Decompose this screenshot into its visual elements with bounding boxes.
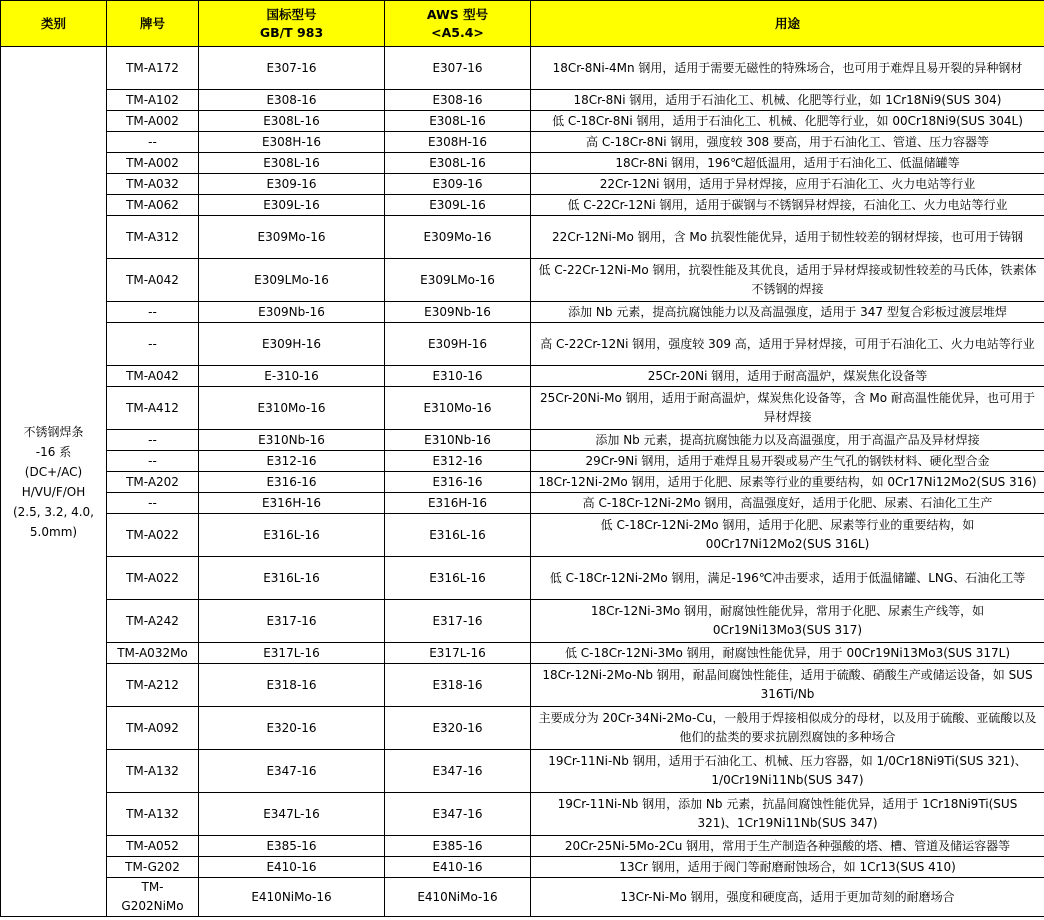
table-row <box>1 750 1044 793</box>
brand-cell: TM-A042 <box>107 366 199 387</box>
brand-cell: TM-A202 <box>107 472 199 493</box>
gb-model-cell: E318-16 <box>199 664 385 707</box>
aws-model-cell: E385-16 <box>385 836 531 857</box>
brand-cell: TM-A312 <box>107 216 199 259</box>
aws-model-cell: E316H-16 <box>385 493 531 514</box>
brand-cell: TM-A102 <box>107 90 199 111</box>
gb-model-cell: E307-16 <box>199 47 385 90</box>
usage-cell: 添加 Nb 元素，提高抗腐蚀能力以及高温强度，适用于 347 型复合彩板过渡层堆焊 <box>531 302 1044 323</box>
brand-cell: TM-A212 <box>107 664 199 707</box>
gb-model-cell: E410-16 <box>199 857 385 878</box>
brand-cell: TM-G202NiMo <box>107 878 199 917</box>
gb-model-cell: E309Nb-16 <box>199 302 385 323</box>
table-row <box>1 878 1044 917</box>
brand-cell: TM-A412 <box>107 387 199 430</box>
usage-cell: 22Cr-12Ni-Mo 钢用，含 Mo 抗裂性能优异，适用于韧性较差的钢材焊接，也可用于铸钢 <box>531 216 1044 259</box>
brand-cell: -- <box>107 132 199 153</box>
usage-cell: 低 C-18Cr-8Ni 钢用，适用于石油化工、机械、化肥等行业，如 00Cr18Ni9(SUS 304L) <box>531 111 1044 132</box>
aws-model-cell: E308H-16 <box>385 132 531 153</box>
brand-cell: TM-A022 <box>107 557 199 600</box>
brand-cell: TM-A132 <box>107 793 199 836</box>
table-row <box>1 153 1044 174</box>
table-row <box>1 600 1044 643</box>
gb-model-cell: E317L-16 <box>199 643 385 664</box>
gb-model-cell: E317-16 <box>199 600 385 643</box>
usage-cell: 高 C-18Cr-8Ni 钢用，强度较 308 要高，用于石油化工、管道、压力容器等 <box>531 132 1044 153</box>
brand-cell: TM-A022 <box>107 514 199 557</box>
gb-model-cell: E316L-16 <box>199 514 385 557</box>
usage-cell: 20Cr-25Ni-5Mo-2Cu 钢用，常用于生产制造各种强酸的塔、槽、管道及储运容器等 <box>531 836 1044 857</box>
aws-model-cell: E320-16 <box>385 707 531 750</box>
header-gb-model: 国标型号 GB/T 983 <box>199 1 385 47</box>
gb-model-cell: E410NiMo-16 <box>199 878 385 917</box>
usage-cell: 低 C-18Cr-12Ni-2Mo 钢用，适用于化肥、尿素等行业的重要结构，如 00Cr17Ni12Mo2(SUS 316L) <box>531 514 1044 557</box>
aws-model-cell: E307-16 <box>385 47 531 90</box>
brand-cell: TM-A002 <box>107 111 199 132</box>
aws-model-cell: E310-16 <box>385 366 531 387</box>
gb-model-cell: E309L-16 <box>199 195 385 216</box>
usage-cell: 25Cr-20Ni-Mo 钢用，适用于耐高温炉，煤炭焦化设备等，含 Mo 耐高温性能优异，也可用于异材焊接 <box>531 387 1044 430</box>
table-row <box>1 472 1044 493</box>
gb-model-cell: E309Mo-16 <box>199 216 385 259</box>
gb-model-cell: E308-16 <box>199 90 385 111</box>
aws-model-cell: E316L-16 <box>385 557 531 600</box>
brand-cell: TM-A172 <box>107 47 199 90</box>
brand-cell: -- <box>107 302 199 323</box>
gb-model-cell: E385-16 <box>199 836 385 857</box>
aws-model-cell: E316-16 <box>385 472 531 493</box>
gb-model-cell: E310Mo-16 <box>199 387 385 430</box>
gb-model-cell: E309H-16 <box>199 323 385 366</box>
table-row <box>1 514 1044 557</box>
aws-model-cell: E410NiMo-16 <box>385 878 531 917</box>
aws-model-cell: E317-16 <box>385 600 531 643</box>
header-category: 类别 <box>1 1 107 47</box>
brand-cell: TM-A132 <box>107 750 199 793</box>
brand-cell: TM-A032 <box>107 174 199 195</box>
usage-cell: 13Cr-Ni-Mo 钢用，强度和硬度高，适用于更加苛刻的耐磨场合 <box>531 878 1044 917</box>
table-row <box>1 557 1044 600</box>
aws-model-cell: E318-16 <box>385 664 531 707</box>
usage-cell: 18Cr-8Ni 钢用，适用于石油化工、机械、化肥等行业，如 1Cr18Ni9(SUS 304) <box>531 90 1044 111</box>
table-row <box>1 836 1044 857</box>
usage-cell: 添加 Nb 元素，提高抗腐蚀能力以及高温强度，用于高温产品及异材焊接 <box>531 430 1044 451</box>
aws-model-cell: E310Nb-16 <box>385 430 531 451</box>
aws-model-cell: E310Mo-16 <box>385 387 531 430</box>
gb-model-cell: E312-16 <box>199 451 385 472</box>
usage-cell: 19Cr-11Ni-Nb 钢用，适用于石油化工、机械、压力容器，如 1/0Cr18Ni9Ti(SUS 321)、1/0Cr19Ni11Nb(SUS 347) <box>531 750 1044 793</box>
aws-model-cell: E309L-16 <box>385 195 531 216</box>
table-row <box>1 259 1044 302</box>
aws-model-cell: E316L-16 <box>385 514 531 557</box>
aws-model-cell: E309LMo-16 <box>385 259 531 302</box>
gb-model-cell: E316L-16 <box>199 557 385 600</box>
table-row <box>1 174 1044 195</box>
brand-cell: TM-A002 <box>107 153 199 174</box>
gb-model-cell: E316H-16 <box>199 493 385 514</box>
aws-model-cell: E309H-16 <box>385 323 531 366</box>
brand-cell: TM-A242 <box>107 600 199 643</box>
table-row <box>1 643 1044 664</box>
gb-model-cell: E320-16 <box>199 707 385 750</box>
usage-cell: 低 C-18Cr-12Ni-2Mo 钢用，满足-196℃冲击要求，适用于低温储罐、LNG、石油化工等 <box>531 557 1044 600</box>
table-row <box>1 195 1044 216</box>
usage-cell: 18Cr-12Ni-2Mo 钢用，适用于化肥、尿素等行业的重要结构，如 0Cr17Ni12Mo2(SUS 316) <box>531 472 1044 493</box>
aws-model-cell: E410-16 <box>385 857 531 878</box>
usage-cell: 高 C-18Cr-12Ni-2Mo 钢用，高温强度好，适用于化肥、尿素、石油化工生产 <box>531 493 1044 514</box>
table-row <box>1 323 1044 366</box>
aws-model-cell: E317L-16 <box>385 643 531 664</box>
gb-model-cell: E347-16 <box>199 750 385 793</box>
gb-model-cell: E316-16 <box>199 472 385 493</box>
usage-cell: 低 C-18Cr-12Ni-3Mo 钢用，耐腐蚀性能优异，用于 00Cr19Ni13Mo3(SUS 317L) <box>531 643 1044 664</box>
header-brand: 牌号 <box>107 1 199 47</box>
table-row <box>1 793 1044 836</box>
gb-model-cell: E308H-16 <box>199 132 385 153</box>
gb-model-cell: E347L-16 <box>199 793 385 836</box>
table-row <box>1 430 1044 451</box>
header-row <box>1 1 1044 47</box>
brand-cell: TM-A052 <box>107 836 199 857</box>
aws-model-cell: E308L-16 <box>385 111 531 132</box>
aws-model-cell: E309Nb-16 <box>385 302 531 323</box>
aws-model-cell: E309-16 <box>385 174 531 195</box>
usage-cell: 18Cr-12Ni-2Mo-Nb 钢用，耐晶间腐蚀性能佳，适用于硫酸、硝酸生产或储运设备，如 SUS 316Ti/Nb <box>531 664 1044 707</box>
table-row <box>1 132 1044 153</box>
aws-model-cell: E347-16 <box>385 793 531 836</box>
gb-model-cell: E310Nb-16 <box>199 430 385 451</box>
aws-model-cell: E308L-16 <box>385 153 531 174</box>
brand-cell: TM-A092 <box>107 707 199 750</box>
gb-model-cell: E309-16 <box>199 174 385 195</box>
table-row <box>1 302 1044 323</box>
brand-cell: -- <box>107 430 199 451</box>
gb-model-cell: E-310-16 <box>199 366 385 387</box>
gb-model-cell: E309LMo-16 <box>199 259 385 302</box>
table-row <box>1 111 1044 132</box>
table-row <box>1 707 1044 750</box>
table-row <box>1 90 1044 111</box>
brand-cell: TM-A042 <box>107 259 199 302</box>
usage-cell: 高 C-22Cr-12Ni 钢用，强度较 309 高，适用于异材焊接，可用于石油化工、火力电站等行业 <box>531 323 1044 366</box>
usage-cell: 25Cr-20Ni 钢用，适用于耐高温炉，煤炭焦化设备等 <box>531 366 1044 387</box>
table-row <box>1 366 1044 387</box>
usage-cell: 29Cr-9Ni 钢用，适用于难焊且易开裂或易产生气孔的钢铁材料、硬化型合金 <box>531 451 1044 472</box>
table-row <box>1 216 1044 259</box>
header-usage: 用途 <box>531 1 1044 47</box>
usage-cell: 18Cr-8Ni-4Mn 钢用，适用于需要无磁性的特殊场合，也可用于难焊且易开裂的异种钢材 <box>531 47 1044 90</box>
brand-cell: -- <box>107 493 199 514</box>
gb-model-cell: E308L-16 <box>199 153 385 174</box>
table-row <box>1 664 1044 707</box>
aws-model-cell: E309Mo-16 <box>385 216 531 259</box>
table-row <box>1 47 1044 90</box>
table-row <box>1 451 1044 472</box>
brand-cell: TM-G202 <box>107 857 199 878</box>
aws-model-cell: E347-16 <box>385 750 531 793</box>
usage-cell: 13Cr 钢用，适用于阀门等耐磨耐蚀场合，如 1Cr13(SUS 410) <box>531 857 1044 878</box>
usage-cell: 主要成分为 20Cr-34Ni-2Mo-Cu，一般用于焊接相似成分的母材，以及用于硫酸、亚硫酸以及他们的盐类的要求抗剧烈腐蚀的多种场合 <box>531 707 1044 750</box>
header-aws-model: AWS 型号 <A5.4> <box>385 1 531 47</box>
category-cell: 不锈钢焊条 -16 系 (DC+/AC) H/VU/F/OH (2.5, 3.2, 4.0, 5.0mm) <box>1 47 107 917</box>
brand-cell: -- <box>107 323 199 366</box>
usage-cell: 18Cr-12Ni-3Mo 钢用，耐腐蚀性能优异，常用于化肥、尿素生产线等，如 0Cr19Ni13Mo3(SUS 317) <box>531 600 1044 643</box>
usage-cell: 低 C-22Cr-12Ni-Mo 钢用，抗裂性能及其优良，适用于异材焊接或韧性较差的马氏体，铁素体不锈钢的焊接 <box>531 259 1044 302</box>
usage-cell: 19Cr-11Ni-Nb 钢用，添加 Nb 元素，抗晶间腐蚀性能优异，适用于 1Cr18Ni9Ti(SUS 321)、1Cr19Ni11Nb(SUS 347) <box>531 793 1044 836</box>
brand-cell: TM-A062 <box>107 195 199 216</box>
brand-cell: TM-A032Mo <box>107 643 199 664</box>
usage-cell: 22Cr-12Ni 钢用，适用于异材焊接，应用于石油化工、火力电站等行业 <box>531 174 1044 195</box>
brand-cell: -- <box>107 451 199 472</box>
aws-model-cell: E308-16 <box>385 90 531 111</box>
table-row <box>1 493 1044 514</box>
usage-cell: 低 C-22Cr-12Ni 钢用，适用于碳钢与不锈钢异材焊接，石油化工、火力电站等行业 <box>531 195 1044 216</box>
usage-cell: 18Cr-8Ni 钢用，196℃超低温用，适用于石油化工、低温储罐等 <box>531 153 1044 174</box>
aws-model-cell: E312-16 <box>385 451 531 472</box>
gb-model-cell: E308L-16 <box>199 111 385 132</box>
table-row <box>1 857 1044 878</box>
table-row <box>1 387 1044 430</box>
